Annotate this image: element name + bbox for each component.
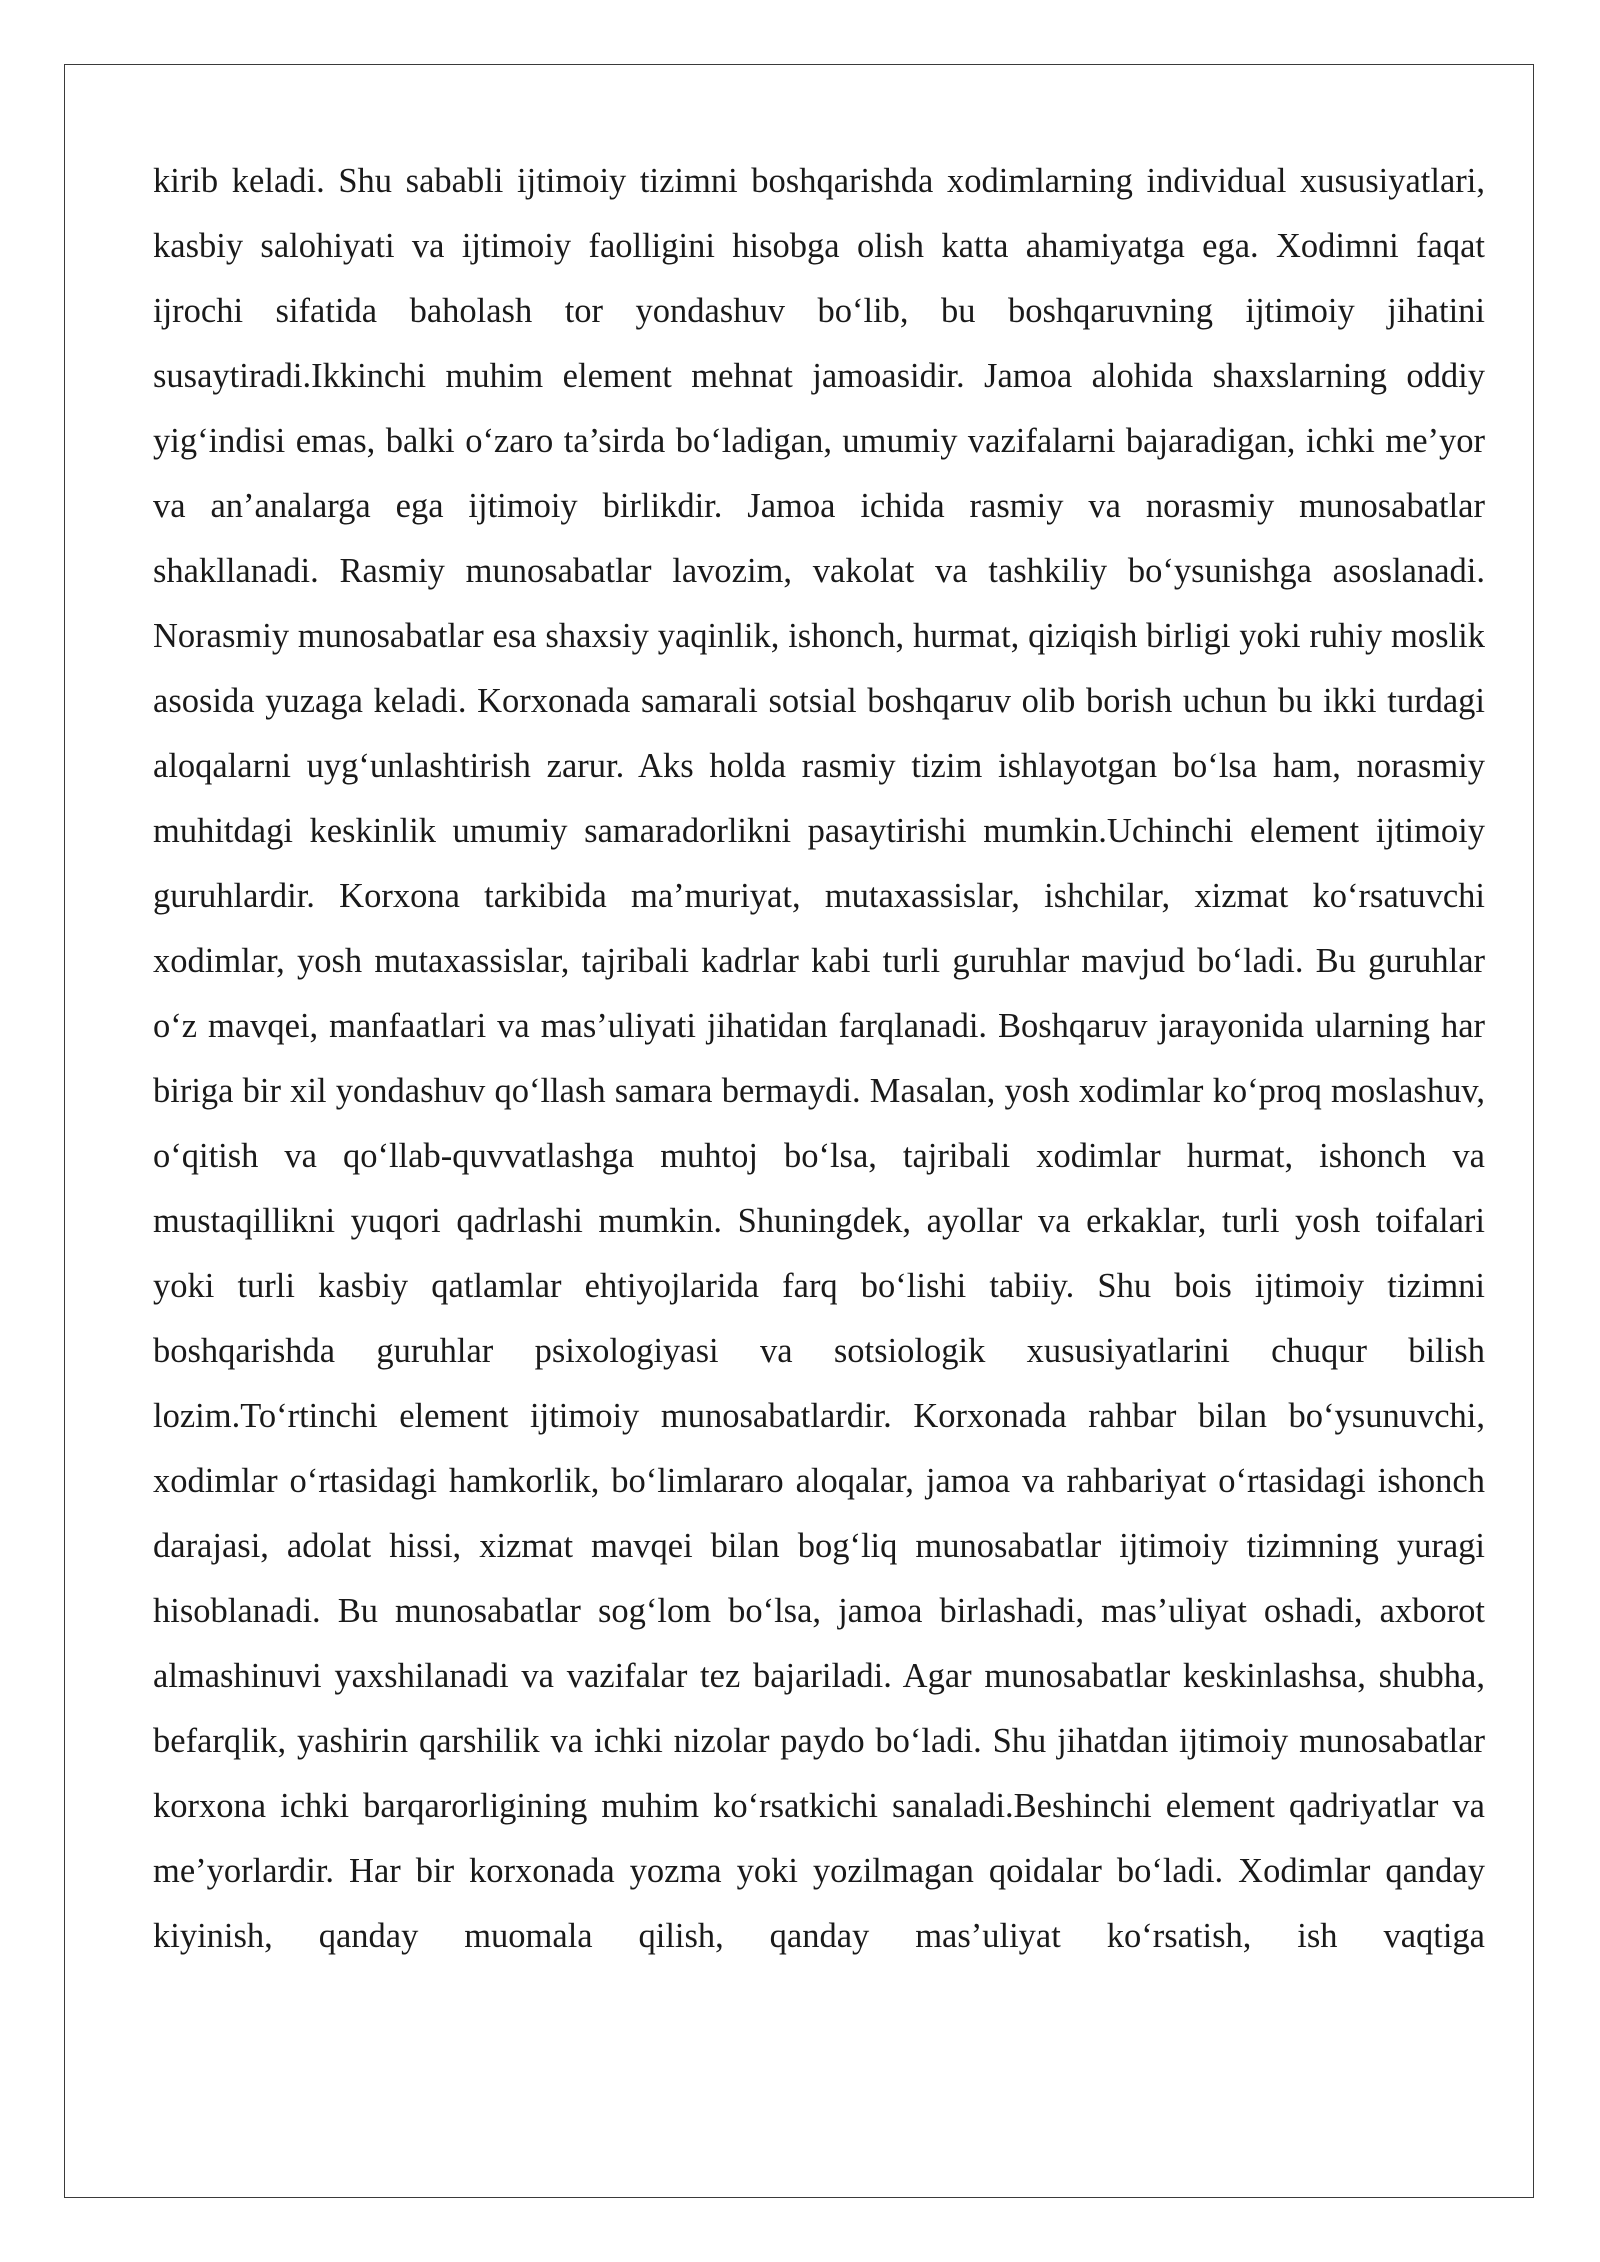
body-paragraph: kirib keladi. Shu sababli ijtimoiy tizimni boshqarishda xodimlarning individual xususiyatlari, kasbiy salohiyati va ijtimoiy faolligini hisobga olish katta ahamiyatga ega. Xodimni faqat ijrochi sifatida baholash tor yondashuv bo‘lib, bu boshqaruvning ijtimoiy jihatini susaytiradi.Ikkinchi muhim element mehnat jamoasidir. Jamoa alohida shaxslarning oddiy yig‘indisi emas, balki o‘zaro ta’sirda bo‘ladigan, umumiy vazifalarni bajaradigan, ichki me’yor va an’analarga ega ijtimoiy birlikdir. Jamoa ichida rasmiy va norasmiy munosabatlar shakllanadi. Rasmiy munosabatlar lavozim, vakolat va tashkiliy bo‘ysunishga asoslanadi. Norasmiy munosabatlar esa shaxsiy yaqinlik, ishonch, hurmat, qiziqish birligi yoki ruhiy moslik asosida yuzaga keladi. Korxonada samarali sotsial boshqaruv olib borish uchun bu ikki turdagi aloqalarni uyg‘unlashtirish zarur. Aks holda rasmiy tizim ishlayotgan bo‘lsa ham, norasmiy muhitdagi keskinlik umumiy samaradorlikni pasaytirishi mumkin.Uchinchi element ijtimoiy guruhlardir. Korxona tarkibida ma’muriyat, mutaxassislar, ishchilar, xizmat ko‘rsatuvchi xodimlar, yosh mutaxassislar, tajribali kadrlar kabi turli guruhlar mavjud bo‘ladi. Bu guruhlar o‘z mavqei, manfaatlari va mas’uliyati jihatidan farqlanadi. Boshqaruv jarayonida ularning har biriga bir xil yondashuv qo‘llash samara bermaydi. Masalan, yosh xodimlar ko‘proq moslashuv, o‘qitish va qo‘llab-quvvatlashga muhtoj bo‘lsa, tajribali xodimlar hurmat, ishonch va mustaqillikni yuqori qadrlashi mumkin. Shuningdek, ayollar va erkaklar, turli yosh toifalari yoki turli kasbiy qatlamlar ehtiyojlarida farq bo‘lishi tabiiy. Shu bois ijtimoiy tizimni boshqarishda guruhlar psixologiyasi va sotsiologik xususiyatlarini chuqur bilish lozim.To‘rtinchi element ijtimoiy munosabatlardir. Korxonada rahbar bilan bo‘ysunuvchi, xodimlar o‘rtasidagi hamkorlik, bo‘limlararo aloqalar, jamoa va rahbariyat o‘rtasidagi ishonch darajasi, adolat hissi, xizmat mavqei bilan bog‘liq munosabatlar ijtimoiy tizimning yuragi hisoblanadi. Bu munosabatlar sog‘lom bo‘lsa, jamoa birlashadi, mas’uliyat oshadi, axborot almashinuvi yaxshilanadi va vazifalar tez bajariladi. Agar munosabatlar keskinlashsa, shubha, befarqlik, yashirin qarshilik va ichki nizolar paydo bo‘ladi. Shu jihatdan ijtimoiy munosabatlar korxona ichki barqarorligining muhim ko‘rsatkichi sanaladi.Beshinchi element qadriyatlar va me’yorlardir. Har bir korxonada yozma yoki yozilmagan qoidalar bo‘ladi. Xodimlar qanday kiyinish, qanday muomala qilish, qanday mas’uliyat ko‘rsatish, ish vaqtiga — [153, 162, 1485, 1955]
